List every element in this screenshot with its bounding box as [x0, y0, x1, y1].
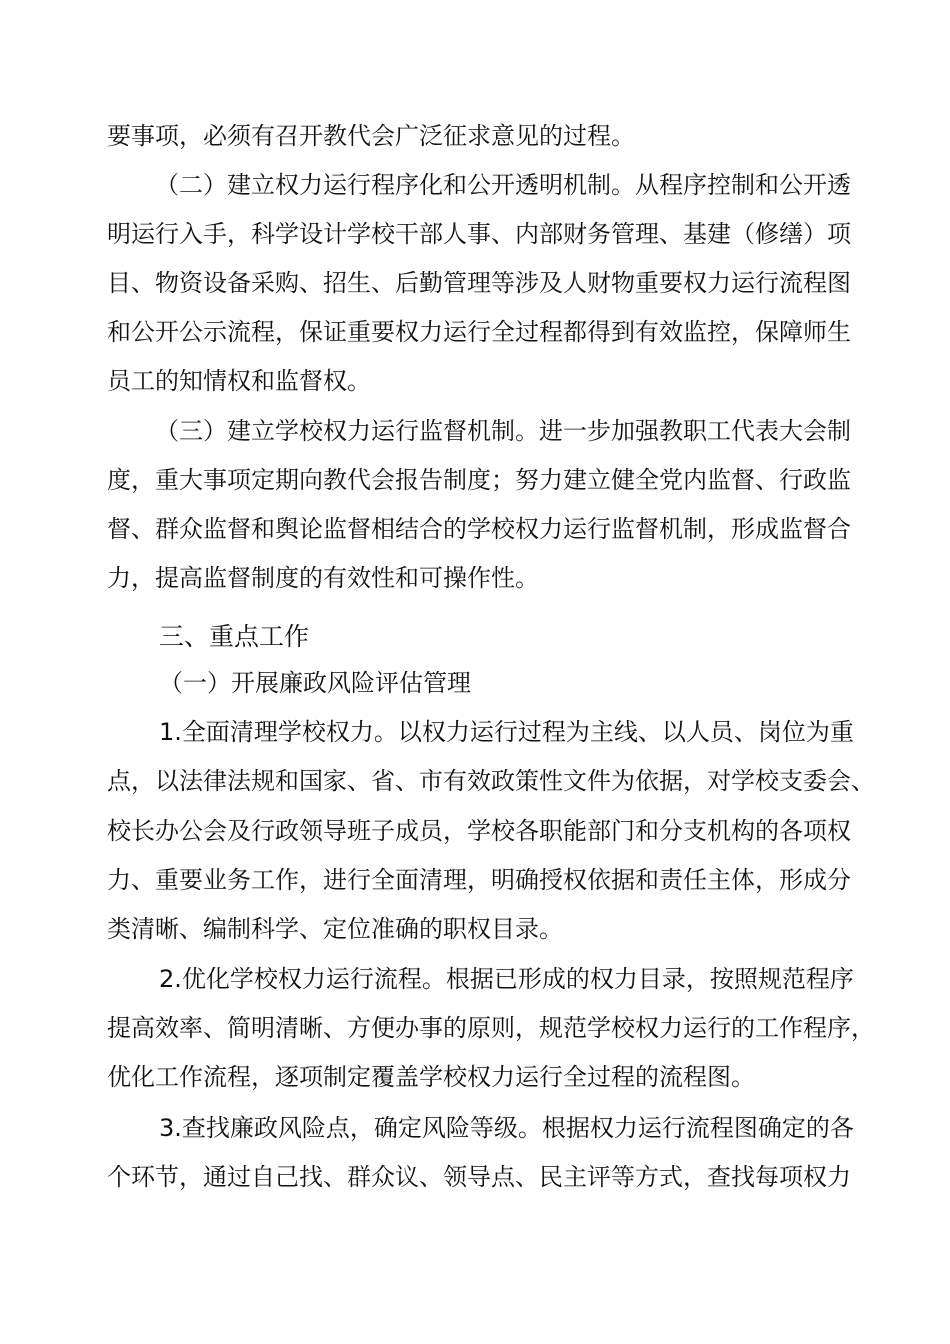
paragraph-line: 和公开公示流程，保证重要权力运行全过程都得到有效监控，保障师生 [107, 318, 851, 346]
paragraph-line: 点，以法律法规和国家、省、市有效政策性文件为依据，对学校支委会、 [107, 767, 875, 795]
paragraph-line: （三）建立学校权力运行监督机制。进一步加强教职工代表大会制 [155, 417, 851, 445]
paragraph-line: 力、重要业务工作，进行全面清理，明确授权依据和责任主体，形成分 [107, 866, 851, 894]
paragraph-line: 提高效率、简明清晰、方便办事的原则，规范学校权力运行的工作程序， [107, 1014, 875, 1042]
paragraph-line: 1.全面清理学校权力。以权力运行过程为主线、以人员、岗位为重 [159, 718, 854, 746]
paragraph-line: 2.优化学校权力运行流程。根据已形成的权力目录，按照规范程序 [159, 965, 854, 993]
paragraph-line: 个环节，通过自己找、群众议、领导点、民主评等方式，查找每项权力 [107, 1163, 851, 1191]
section-heading: 三、重点工作 [159, 622, 310, 651]
paragraph-line: （二）建立权力运行程序化和公开透明机制。从程序控制和公开透 [155, 171, 851, 199]
paragraph-line: 目、物资设备采购、招生、后勤管理等涉及人财物重要权力运行流程图 [107, 269, 851, 297]
paragraph-line: 校长办公会及行政领导班子成员，学校各职能部门和分支机构的各项权 [107, 817, 851, 845]
paragraph-line: 员工的知情权和监督权。 [107, 367, 371, 395]
paragraph-line: 类清晰、编制科学、定位准确的职权目录。 [107, 915, 563, 943]
paragraph-line: 优化工作流程，逐项制定覆盖学校权力运行全过程的流程图。 [107, 1063, 755, 1091]
paragraph-line: 3.查找廉政风险点，确定风险等级。根据权力运行流程图确定的各 [159, 1114, 854, 1142]
paragraph-line: 明运行入手，科学设计学校干部人事、内部财务管理、基建（修缮）项 [107, 220, 851, 248]
paragraph-line: 力，提高监督制度的有效性和可操作性。 [107, 564, 539, 592]
paragraph-line: 要事项，必须有召开教代会广泛征求意见的过程。 [107, 122, 635, 150]
subsection-heading: （一）开展廉政风险评估管理 [159, 669, 471, 697]
paragraph-line: 度，重大事项定期向教代会报告制度；努力建立健全党内监督、行政监 [107, 466, 851, 494]
paragraph-line: 督、群众监督和舆论监督相结合的学校权力运行监督机制，形成监督合 [107, 515, 851, 543]
